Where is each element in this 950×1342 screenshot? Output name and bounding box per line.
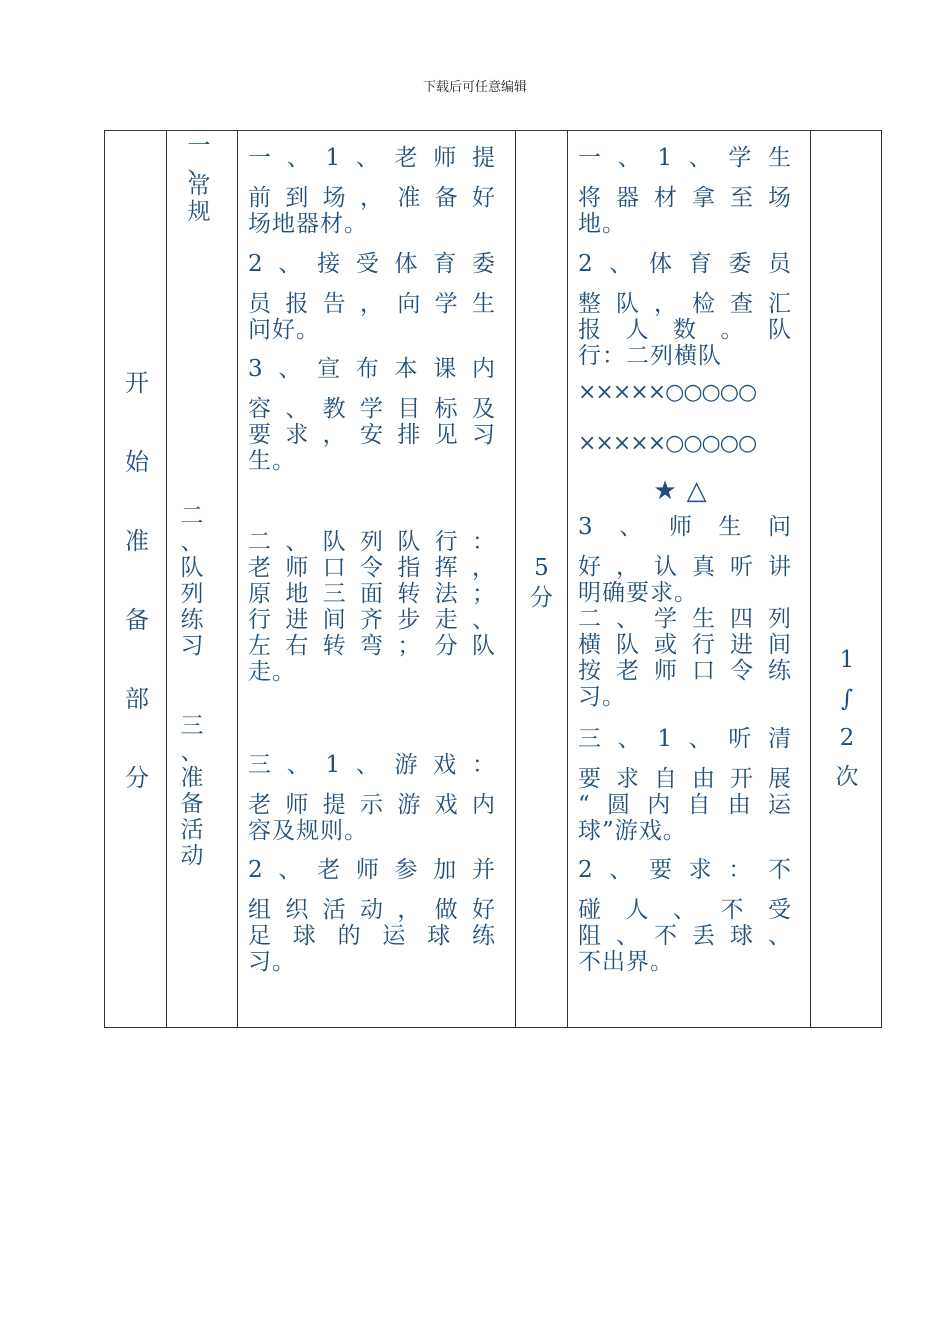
text-line: 好，认真听讲: [578, 554, 792, 580]
section-title-char: 备: [125, 606, 149, 634]
topic-char: 一: [187, 133, 211, 159]
text-line: 行：二列横队: [578, 343, 722, 369]
teacher-step-2: [248, 251, 496, 343]
text-line: 一、1、老师提: [248, 145, 496, 171]
text-line: 二、队列队行：: [248, 529, 496, 555]
text-line: 不出界。: [578, 949, 674, 975]
text-line: 原地三面转法；: [248, 581, 496, 607]
text-line: 球”游戏。: [578, 818, 687, 844]
text-line: 3、宣布本课内: [248, 356, 496, 382]
student-step-3: [578, 514, 792, 606]
text-line: 习。: [248, 949, 296, 975]
text-line: 容及规则。: [248, 818, 368, 844]
text-line: 二、学生四列: [578, 606, 792, 632]
column-divider: [166, 131, 167, 1027]
topic-char: 列: [180, 581, 204, 607]
text-line: 2、接受体育委: [248, 251, 496, 277]
topic-char: 二: [180, 503, 204, 529]
topic-routine: [184, 133, 214, 225]
text-line: 整队，检查汇: [578, 291, 792, 317]
topic-formation-drill: [177, 503, 207, 659]
student-game: [578, 726, 792, 844]
time-allocation: [516, 553, 567, 613]
text-line: 场地器材。: [248, 211, 368, 237]
topic-char: 常: [187, 173, 211, 199]
topic-char: 三: [180, 713, 204, 739]
text-line: 2、体育委员: [578, 251, 792, 277]
section-title-char: 分: [125, 764, 149, 792]
formation-row: ×××××○○○○○: [578, 380, 757, 405]
topic-char: 动: [180, 843, 204, 869]
teacher-step-3: [248, 356, 496, 474]
text-line: 三、1、游戏：: [248, 752, 496, 778]
text-line: 前到场，准备好: [248, 185, 496, 211]
student-game-rules: [578, 857, 792, 975]
topic-char: 队: [180, 555, 204, 581]
text-line: “圆内自由运: [578, 792, 792, 818]
topic-char: 练: [180, 607, 204, 633]
topic-char: 、: [180, 739, 204, 765]
text-line: 2、要求：不: [578, 857, 792, 883]
text-line: 老师口令指挥，: [248, 555, 496, 581]
page-header-note: 下载后可任意编辑: [422, 80, 527, 95]
text-line: 一、1、学生: [578, 145, 792, 171]
column-divider: [237, 131, 238, 1027]
text-line: 按老师口令练: [578, 658, 792, 684]
topic-warmup-activity: [177, 713, 207, 869]
text-line: 地。: [578, 211, 626, 237]
repetition-count: [811, 641, 883, 797]
teacher-game-organize: [248, 857, 496, 975]
text-line: 左右转弯；分队: [248, 633, 496, 659]
count-char: 1: [839, 647, 855, 673]
topic-char: 、: [187, 153, 211, 179]
lesson-plan-table: [104, 130, 882, 1028]
formation-diagram: [578, 380, 792, 506]
teacher-step-1: [248, 145, 496, 237]
text-line: 碰人、不受: [578, 897, 792, 923]
formation-teacher-marks: ★△: [653, 476, 717, 506]
section-title-char: 开: [125, 369, 149, 397]
topic-char: 规: [187, 199, 211, 225]
count-char: 次: [835, 764, 859, 790]
text-line: 将器材拿至场: [578, 185, 792, 211]
column-divider: [810, 131, 811, 1027]
teacher-game-intro: [248, 752, 496, 844]
section-title: [117, 344, 157, 818]
student-step-1: [578, 145, 792, 237]
text-line: 组织活动，做好: [248, 897, 496, 923]
text-line: 三、1、听清: [578, 726, 792, 752]
time-unit: 分: [530, 585, 553, 611]
text-line: 走。: [248, 659, 296, 685]
text-line: 足球的运球练: [248, 923, 496, 949]
text-line: 3、师生问: [578, 514, 792, 540]
section-title-char: 部: [125, 685, 149, 713]
topic-char: 准: [180, 765, 204, 791]
text-line: 阻、不丢球、: [578, 923, 792, 949]
topic-char: 备: [180, 791, 204, 817]
student-formation-drill: [578, 606, 792, 710]
section-title-char: 始: [125, 448, 149, 476]
text-line: 老师提示游戏内: [248, 792, 496, 818]
text-line: 2、老师参加并: [248, 857, 496, 883]
column-divider: [567, 131, 568, 1027]
topic-char: 、: [180, 529, 204, 555]
time-value: 5: [534, 555, 549, 581]
text-line: 容、教学目标及: [248, 396, 496, 422]
teacher-formation-drill: [248, 529, 496, 685]
section-title-char: 准: [125, 527, 149, 555]
student-step-2: [578, 251, 792, 369]
text-line: 要求，安排见习: [248, 422, 496, 448]
text-line: 员报告，向学生: [248, 291, 496, 317]
text-line: 问好。: [248, 317, 320, 343]
text-line: 习。: [578, 684, 626, 710]
text-line: 生。: [248, 448, 296, 474]
topic-char: 活: [180, 817, 204, 843]
formation-row: ×××××○○○○○: [578, 431, 757, 456]
topic-char: 习: [180, 633, 204, 659]
text-line: 报人数。队: [578, 317, 792, 343]
text-line: 行进间齐步走、: [248, 607, 496, 633]
text-line: 横队或行进间: [578, 632, 792, 658]
text-line: 要求自由开展: [578, 766, 792, 792]
text-line: 明确要求。: [578, 580, 698, 606]
count-char: 2: [839, 725, 855, 751]
count-char: ∫: [841, 686, 853, 712]
